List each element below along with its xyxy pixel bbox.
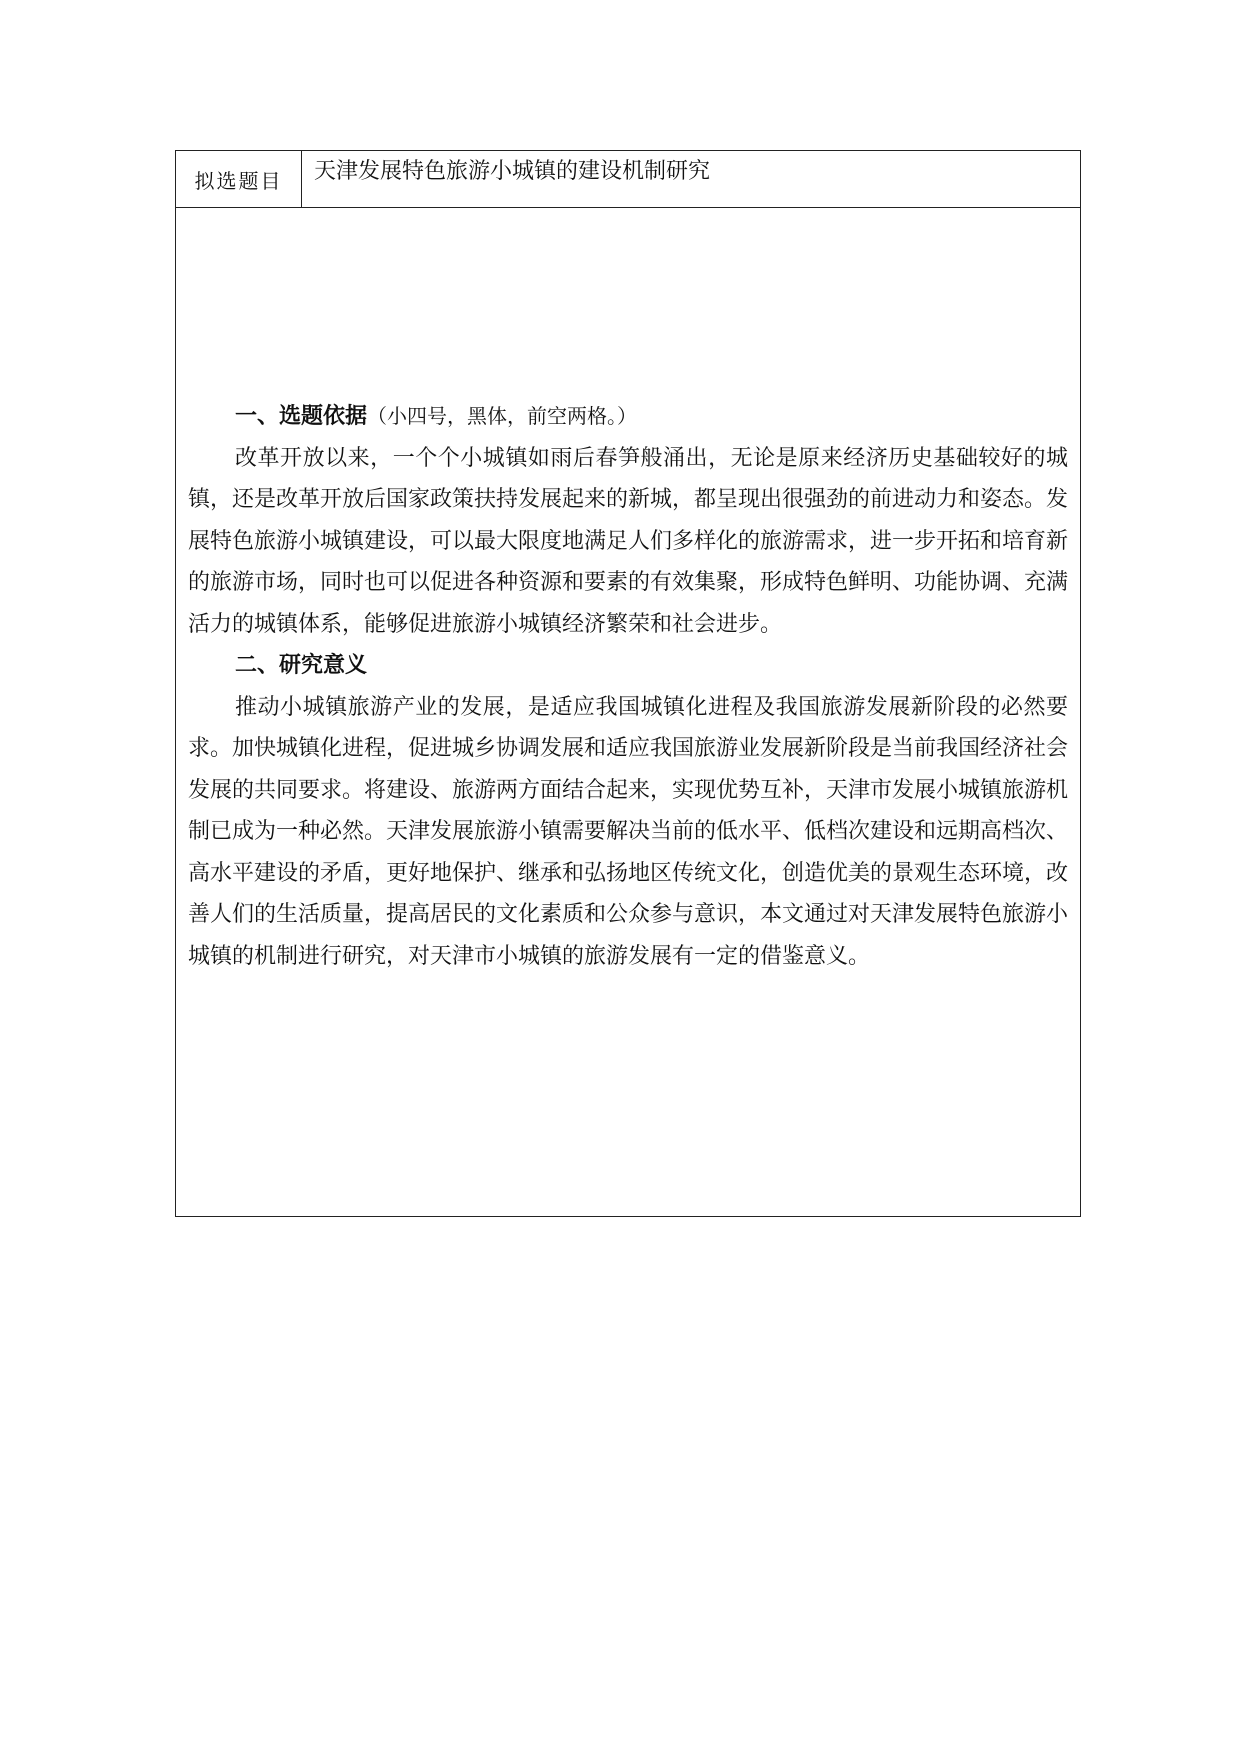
section-2-heading: 二、研究意义: [235, 653, 368, 678]
section-1-heading: [188, 396, 1068, 438]
title-label: 拟选题目: [176, 151, 302, 207]
content-cell: [188, 396, 1068, 977]
title-value: 天津发展特色旅游小城镇的建设机制研究: [314, 159, 711, 184]
proposal-form-table: [175, 150, 1081, 1217]
section-1-heading-text: 一、选题依据: [235, 404, 368, 429]
section-1-heading-note: （小四号，黑体，前空两格。）: [367, 404, 638, 428]
title-row: [176, 151, 1080, 208]
section-1-paragraph: 改革开放以来，一个个小城镇如雨后春笋般涌出，无论是原来经济历史基础较好的城镇，还是改革开放后国家政策扶持发展起来的新城，都呈现出很强劲的前进动力和姿态。发展特色旅游小城镇建设，可以最大限度地满足人们多样化的旅游需求，进一步开拓和培育新的旅游市场，同时也可以促进各种资源和要素的有效集聚，形成特色鲜明、功能协调、充满活力的城镇体系，能够促进旅游小城镇经济繁荣和社会进步。: [188, 445, 1069, 637]
section-2-paragraph: 推动小城镇旅游产业的发展，是适应我国城镇化进程及我国旅游发展新阶段的必然要求。加快城镇化进程，促进城乡协调发展和适应我国旅游业发展新阶段是当前我国经济社会发展的共同要求。将建设、旅游两方面结合起来，实现优势互补，天津市发展小城镇旅游机制已成为一种必然。天津发展旅游小镇需要解决当前的低水平、低档次建设和远期高档次、高水平建设的矛盾，更好地保护、继承和弘扬地区传统文化，创造优美的景观生态环境，改善人们的生活质量，提高居民的文化素质和公众参与意识，本文通过对天津发展特色旅游小城镇的机制进行研究，对天津市小城镇的旅游发展有一定的借鉴意义。: [188, 694, 1069, 969]
